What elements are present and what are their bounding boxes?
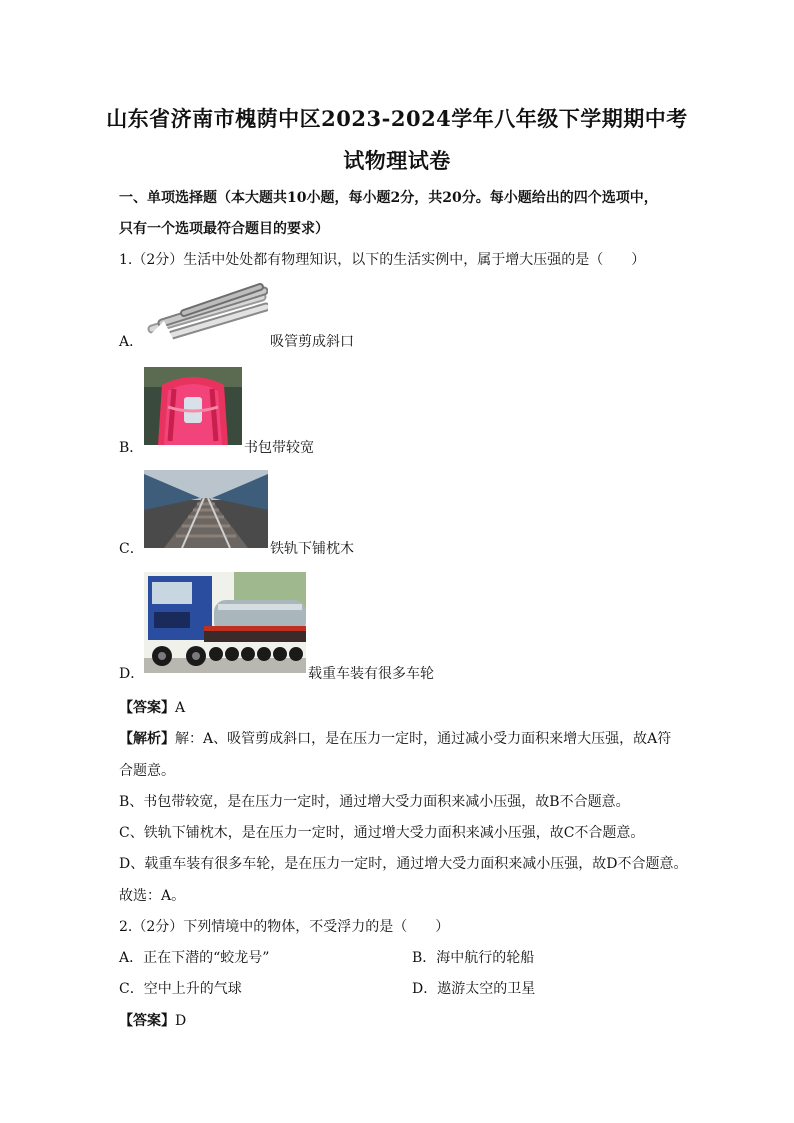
- q1-option-d-letter: D．: [119, 666, 145, 682]
- q1-analysis-line2: 合题意。: [119, 763, 175, 779]
- question-2-stem: 2.（2分）下列情境中的物体，不受浮力的是（ ）: [119, 919, 450, 935]
- q1-answer-label: 【答案】: [119, 700, 175, 716]
- q2-option-b-text: 海中航行的轮船: [436, 950, 535, 966]
- q2-option-d: [412, 978, 535, 998]
- straws-image: [144, 283, 268, 341]
- q2-option-a: [119, 947, 269, 967]
- q2-answer-label: 【答案】: [119, 1013, 175, 1029]
- q1-option-b-letter: B．: [119, 440, 144, 456]
- q1-answer: [119, 697, 185, 717]
- q1-option-b-text: 书包带较宽: [244, 440, 314, 456]
- q1-answer-value: A: [175, 700, 186, 716]
- q1-analysis-text1: 解：A、吸管剪成斜口，是在压力一定时，通过减小受力面积来增大压强，故A符: [175, 731, 672, 747]
- q2-option-c-letter: C．: [119, 981, 144, 997]
- q2-option-a-text: 正在下潜的“蛟龙号”: [143, 950, 270, 966]
- q1-option-d-text: 载重车装有很多车轮: [308, 666, 434, 682]
- truck-image: [144, 572, 306, 673]
- section-header-line2: 只有一个选项最符合题目的要求）: [119, 221, 329, 237]
- q1-option-a-text: 吸管剪成斜口: [270, 334, 354, 350]
- question-1-stem: 1.（2分）生活中处处都有物理知识，以下的生活实例中，属于增大压强的是（ ）: [119, 252, 646, 268]
- q1-option-c-letter: C．: [119, 541, 144, 557]
- q1-analysis-label: 【解析】: [119, 731, 175, 747]
- q2-option-c: [119, 978, 242, 998]
- exam-title-line1: 山东省济南市槐荫中区2023-2024学年八年级下学期期中考: [106, 106, 688, 131]
- q1-conclusion: 故选：A。: [119, 888, 186, 904]
- railway-image: [144, 470, 268, 548]
- q1-analysis-line3: B、书包带较宽，是在压力一定时，通过增大受力面积来减小压强，故B不合题意。: [119, 794, 630, 810]
- exam-title-line2: 试物理试卷: [343, 148, 451, 173]
- q2-answer-value: D: [175, 1013, 187, 1029]
- q1-analysis-line1: [119, 728, 671, 748]
- q2-option-b-letter: B．: [412, 950, 437, 966]
- q1-analysis-line5: D、载重车装有很多车轮，是在压力一定时，通过增大受力面积来减小压强，故D不合题意。: [119, 856, 688, 872]
- q2-option-a-letter: A．: [119, 950, 144, 966]
- section-header-line1: 一、单项选择题（本大题共10小题，每小题2分，共20分。每小题给出的四个选项中，: [119, 190, 658, 206]
- q2-option-d-letter: D．: [412, 981, 438, 997]
- q1-option-c-text: 铁轨下铺枕木: [270, 541, 354, 557]
- q1-option-a-letter: A．: [119, 334, 144, 350]
- q2-answer: [119, 1010, 186, 1030]
- backpack-image: [144, 367, 242, 445]
- q2-option-c-text: 空中上升的气球: [143, 981, 242, 997]
- q2-option-b: [412, 947, 534, 967]
- q2-option-d-text: 遨游太空的卫星: [437, 981, 536, 997]
- q1-analysis-line4: C、铁轨下铺枕木，是在压力一定时，通过增大受力面积来减小压强，故C不合题意。: [119, 825, 645, 841]
